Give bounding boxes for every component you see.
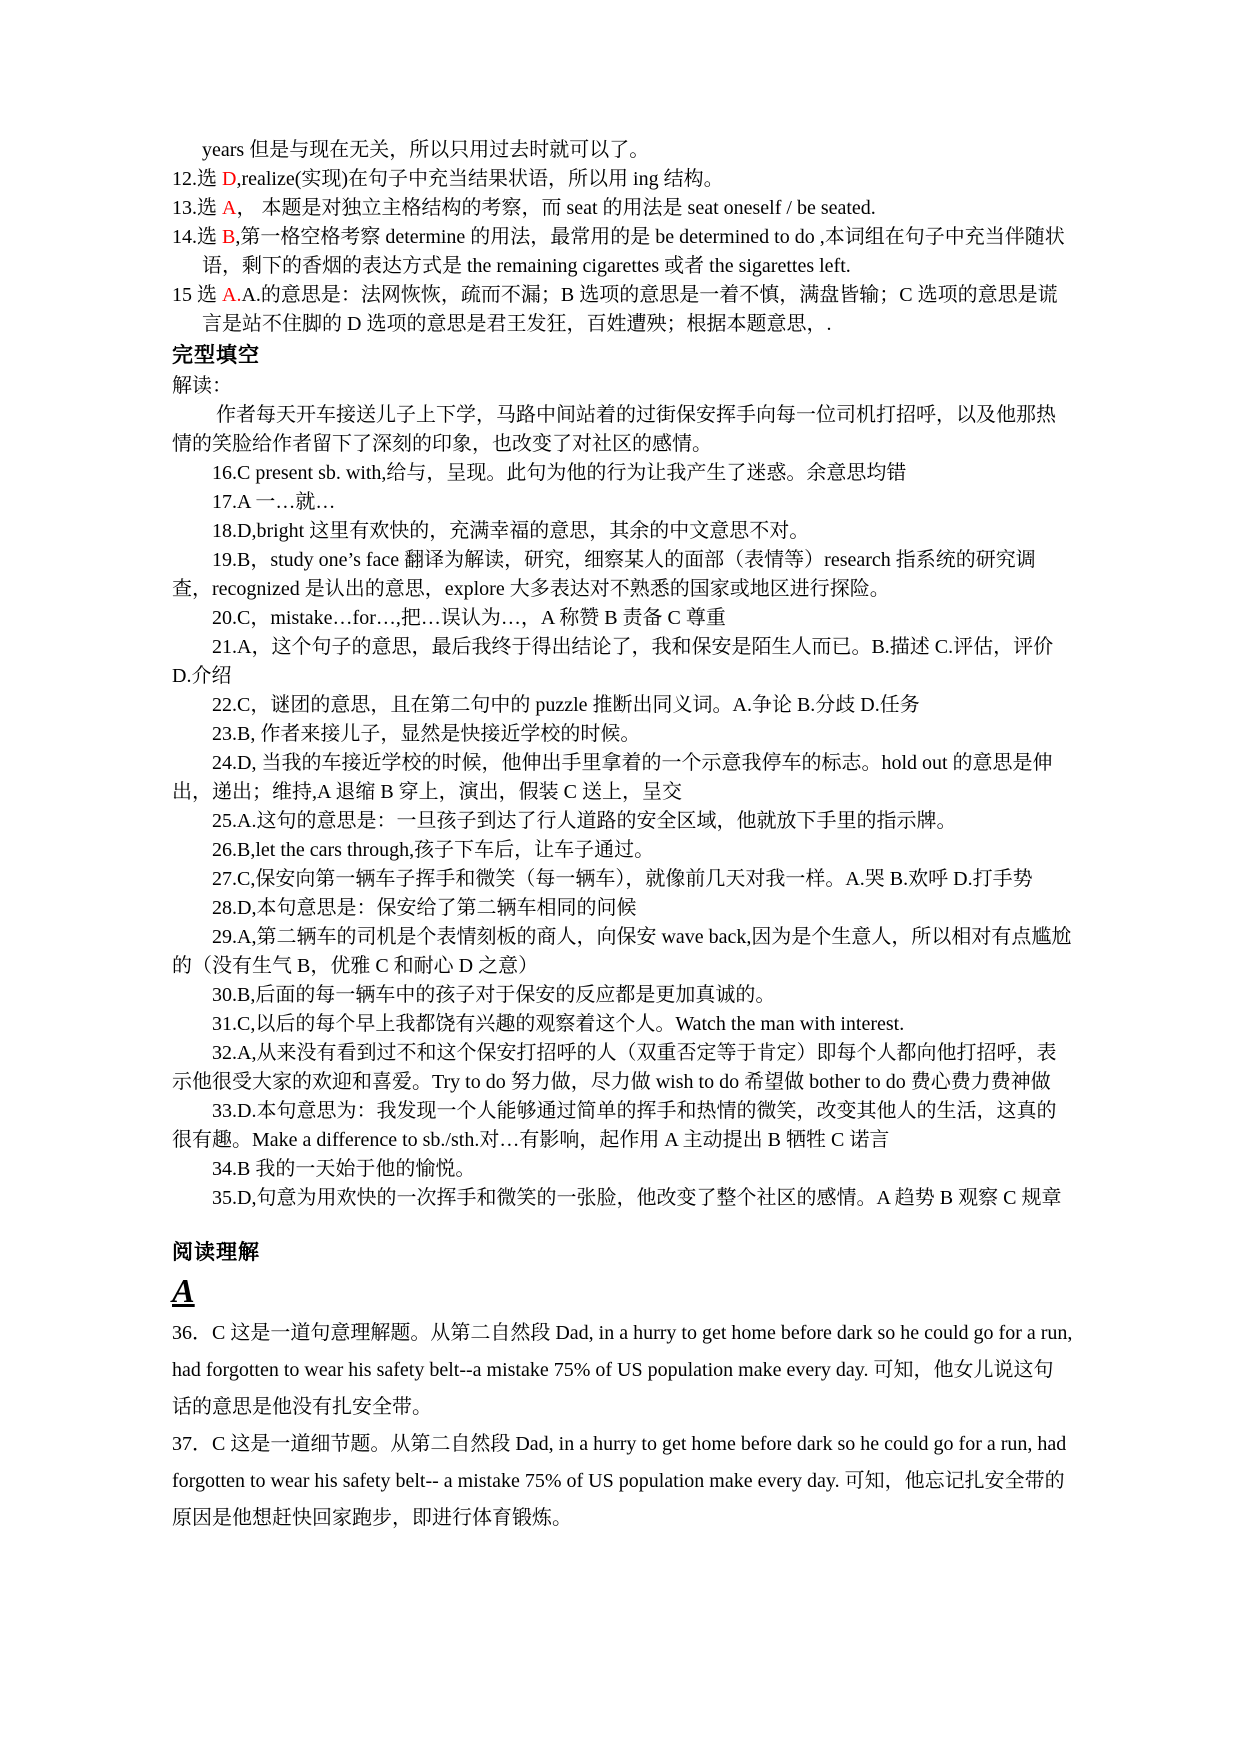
answer-letter-red: A <box>222 197 237 219</box>
cloze-answer-item: 31.C,以后的每个早上我都饶有兴趣的观察着这个人。Watch the man with interest. <box>212 1013 905 1035</box>
cloze-answer-item: 23.B, 作者来接儿子，显然是快接近学校的时候。 <box>212 723 641 745</box>
cloze-answer-item: 35.D,句意为用欢快的一次挥手和微笑的一张脸，他改变了整个社区的感情。A 趋势 B 观察 C 规章 <box>212 1187 1062 1209</box>
cloze-answer-item: 24.D, 当我的车接近学校的时候，他伸出手里拿着的一个示意我停车的标志。hold out 的意思是伸出，递出；维持,A 退缩 B 穿上，演出，假装 C 送上，呈交 <box>172 752 1053 803</box>
reading-answer-item: 36．C 这是一道句意理解题。从第二自然段 Dad, in a hurry to get home before dark so he could go for a run, had forgotten to wear his safety belt--a mistake 75% of US population make every day. 可知，他女儿说这句话的意思是他没有扎安全带。 <box>172 1322 1073 1418</box>
passage-a-label: A <box>172 1273 195 1310</box>
cloze-answer-item: 20.C，mistake…for…,把…误认为…，A 称赞 B 责备 C 尊重 <box>212 607 726 629</box>
grammar-answers-section <box>172 136 1073 339</box>
grammar-answer-line <box>172 223 1073 281</box>
cloze-answer-item: 21.A，这个句子的意思，最后我终于得出结论了，我和保安是陌生人而已。B.描述 C.评估，评价 D.介绍 <box>172 636 1054 687</box>
cloze-answer-item: 18.D,bright 这里有欢快的，充满幸福的意思，其余的中文意思不对。 <box>212 520 810 542</box>
cloze-answer-item: 34.B 我的一天始于他的愉悦。 <box>212 1158 476 1180</box>
grammar-answer-line <box>172 194 1073 223</box>
reading-answers-list <box>172 1315 1073 1537</box>
grammar-answer-line <box>172 136 1073 165</box>
grammar-answer-line <box>172 165 1073 194</box>
answer-line-text: ， 本题是对独立主格结构的考察，而 seat 的用法是 seat oneself / be seated. <box>236 197 876 219</box>
cloze-answers-list <box>172 459 1073 1213</box>
cloze-answer-item: 22.C，谜团的意思，且在第二句中的 puzzle 推断出同义词。A.争论 B.分歧 D.任务 <box>212 694 920 716</box>
cloze-answer-item: 28.D,本句意思是：保安给了第二辆车相同的问候 <box>212 897 637 919</box>
cloze-answer-item: 19.B，study one’s face 翻译为解读，研究，细察某人的面部（表情等）research 指系统的研究调查，recognized 是认出的意思，explore 大多表达对不熟悉的国家或地区进行探险。 <box>172 549 1036 600</box>
cloze-answer-item: 32.A,从来没有看到过不和这个保安打招呼的人（双重否定等于肯定）即每个人都向他打招呼，表示他很受大家的欢迎和喜爱。Try to do 努力做，尽力做 wish to do 希望做 bother to do 费心费力费神做 <box>172 1042 1057 1093</box>
answer-letter-red: B <box>222 226 236 248</box>
cloze-answer-item: 25.A.这句的意思是：一旦孩子到达了行人道路的安全区域，他就放下手里的指示牌。 <box>212 810 957 832</box>
answer-letter-red: A. <box>222 284 242 306</box>
answer-line-prefix: years 但是与现在无关，所以只用过去时就可以了。 <box>202 139 650 161</box>
answer-letter-red: D <box>222 168 237 190</box>
answer-line-prefix: 15 选 <box>172 284 222 306</box>
grammar-answer-line <box>172 281 1073 339</box>
cloze-summary-paragraph: 作者每天开车接送儿子上下学，马路中间站着的过街保安挥手向每一位司机打招呼，以及他那热情的笑脸给作者留下了深刻的印象，也改变了对社区的感情。 <box>172 404 1056 455</box>
cloze-answer-item: 33.D.本句意思为：我发现一个人能够通过简单的挥手和热情的微笑，改变其他人的生活，这真的很有趣。Make a difference to sb./sth.对…有影响，起作用 A 主动提出 B 牺牲 C 诺言 <box>172 1100 1057 1151</box>
cloze-answer-item: 29.A,第二辆车的司机是个表情刻板的商人，向保安 wave back,因为是个生意人，所以相对有点尴尬的（没有生气 B，优雅 C 和耐心 D 之意） <box>172 926 1072 977</box>
answer-line-text: ,realize(实现)在句子中充当结果状语，所以用 ing 结构。 <box>236 168 724 190</box>
answer-line-text: A.的意思是：法网恢恢，疏而不漏；B 选项的意思是一着不慎，满盘皆输；C 选项的意思是谎言是站不住脚的 D 选项的意思是君王发狂，百姓遭殃；根据本题意思，. <box>202 284 1058 335</box>
cloze-answer-item: 16.C present sb. with,给与，呈现。此句为他的行为让我产生了迷惑。余意思均错 <box>212 462 907 484</box>
cloze-answer-item: 26.B,let the cars through,孩子下车后，让车子通过。 <box>212 839 655 861</box>
answer-line-text: ,第一格空格考察 determine 的用法，最常用的是 be determined to do ,本词组在句子中充当伴随状语，剩下的香烟的表达方式是 the remaining cigarettes 或者 the sigarettes left. <box>202 226 1065 277</box>
reading-answer-item: 37．C 这是一道细节题。从第二自然段 Dad, in a hurry to get home before dark so he could go for a run, had forgotten to wear his safety belt-- a mistake 75% of US population make every day. 可知，他忘记扎安全带的原因是他想赶快回家跑步，即进行体育锻炼。 <box>172 1433 1067 1529</box>
cloze-answer-item: 30.B,后面的每一辆车中的孩子对于保安的反应都是更加真诚的。 <box>212 984 776 1006</box>
cloze-intro-label: 解读： <box>172 375 232 397</box>
cloze-answer-item: 17.A 一…就… <box>212 491 336 513</box>
answer-line-prefix: 14.选 <box>172 226 222 248</box>
answer-line-prefix: 12.选 <box>172 168 222 190</box>
cloze-answer-item: 27.C,保安向第一辆车子挥手和微笑（每一辆车），就像前几天对我一样。A.哭 B.欢呼 D.打手势 <box>212 868 1033 890</box>
answer-line-prefix: 13.选 <box>172 197 222 219</box>
cloze-section-heading: 完型填空 <box>172 344 260 367</box>
reading-section-heading: 阅读理解 <box>172 1241 260 1264</box>
